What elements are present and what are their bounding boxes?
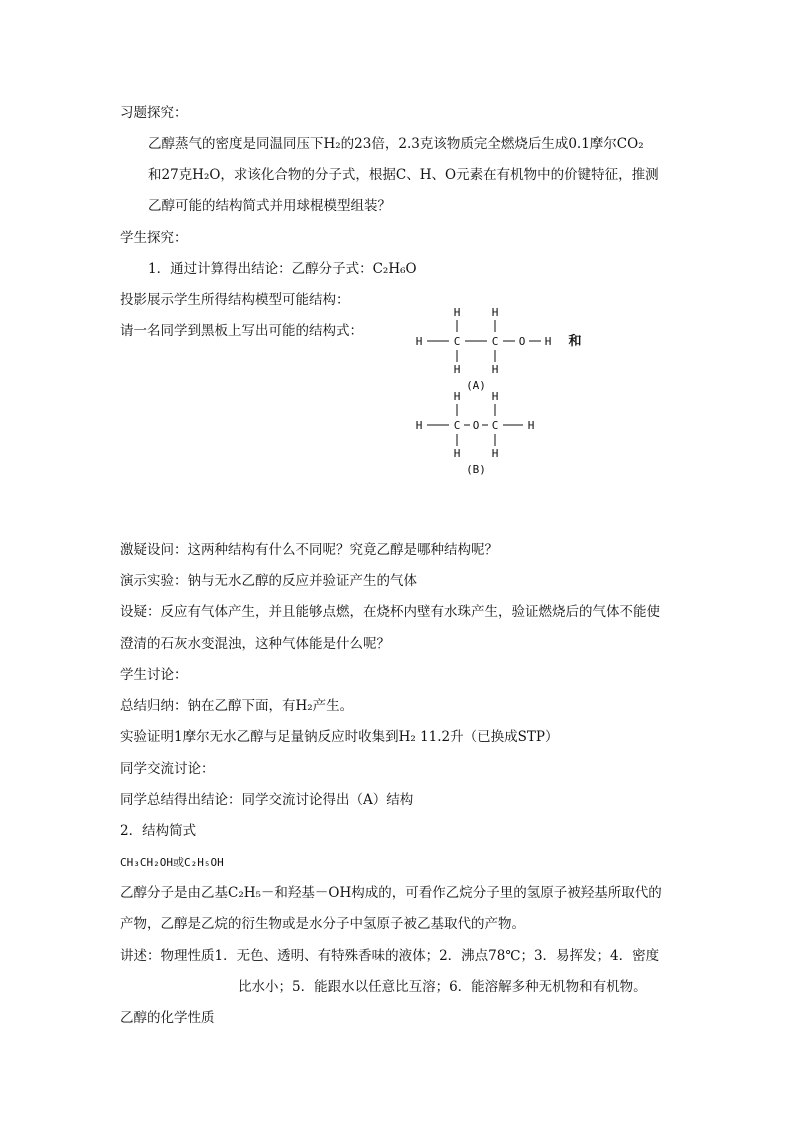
paragraph-line: 同学总结得出结论：同学交流讨论得出（A）结构 <box>120 792 414 808</box>
atom-o: O <box>518 335 526 348</box>
paragraph-line: 澄清的石灰水变混浊，这种气体能是什么呢？ <box>120 636 390 652</box>
paragraph-line: 实验证明1摩尔无水乙醇与足量钠反应时收集到H₂ 11.2升（已换成STP） <box>120 729 559 745</box>
atom-c: C <box>453 335 461 348</box>
paragraph-line: 总结归纳：钠在乙醇下面，有H₂产生。 <box>120 698 354 714</box>
paragraph-line: 乙醇可能的结构简式并用球棍模型组装？ <box>148 198 391 214</box>
section-heading-chemistry: 乙醇的化学性质 <box>120 1010 215 1026</box>
paragraph-line: 投影展示学生所得结构模型可能结构： <box>120 292 350 308</box>
atom-c: C <box>453 419 461 432</box>
atom-h: H <box>491 306 499 319</box>
paragraph-line: 比水小；5．能跟水以任意比互溶；6．能溶解多种无机物和有机物。 <box>238 979 647 995</box>
atom-h: H <box>415 419 423 432</box>
section-heading-student: 学生探究： <box>120 230 188 246</box>
paragraph-line: 1．通过计算得出结论：乙醇分子式：C₂H₆O <box>148 261 417 277</box>
section-heading-discussion: 学生讨论： <box>120 667 188 683</box>
paragraph-line: 和27克H₂O，求该化合物的分子式，根据C、H、O元素在有机物中的价键特征，推测 <box>148 167 659 183</box>
atom-h: H <box>544 335 552 348</box>
paragraph-line: 演示实验：钠与无水乙醇的反应并验证产生的气体 <box>120 573 417 589</box>
atom-c: C <box>491 335 499 348</box>
structure-label-b: (B) <box>466 463 486 476</box>
formula-line: CH₃CH₂OH或C₂H₅OH <box>120 856 224 869</box>
paragraph-line: 讲述：物理性质1．无色、透明、有特殊香味的液体；2．沸点78℃；3．易挥发；4．密度 <box>120 948 660 964</box>
section-heading-structure: 2．结构简式 <box>120 823 197 839</box>
atom-c: C <box>491 419 499 432</box>
section-heading-exercise: 习题探究： <box>120 105 188 121</box>
atom-h: H <box>527 419 535 432</box>
atom-h: H <box>415 335 423 348</box>
atom-h: H <box>453 447 461 460</box>
paragraph-line: 同学交流讨论： <box>120 761 215 777</box>
paragraph-line: 产物，乙醇是乙烷的衍生物或是水分子中氢原子被乙基取代的产物。 <box>120 916 525 932</box>
atom-h: H <box>453 363 461 376</box>
paragraph-line: 乙醇蒸气的密度是同温同压下H₂的23倍，2.3克该物质完全燃烧后生成0.1摩尔CO₂ <box>148 136 644 152</box>
paragraph-line: 设疑：反应有气体产生，并且能够点燃，在烧杯内壁有水珠产生，验证燃烧后的气体不能使 <box>120 604 660 620</box>
structure-label-a: (A) <box>466 379 486 392</box>
structural-formula-a <box>405 300 605 395</box>
structural-formula-b <box>405 384 605 479</box>
and-word: 和 <box>568 334 582 349</box>
paragraph-line: 激疑设问：这两种结构有什么不同呢？究竟乙醇是哪种结构呢？ <box>120 542 498 558</box>
atom-o: O <box>472 419 480 432</box>
atom-h: H <box>453 390 461 403</box>
atom-h: H <box>491 447 499 460</box>
paragraph-line: 请一名同学到黑板上写出可能的结构式： <box>120 323 363 339</box>
atom-h: H <box>453 306 461 319</box>
paragraph-line: 乙醇分子是由乙基C₂H₅－和羟基－OH构成的，可看作乙烷分子里的氢原子被羟基所取代的 <box>120 885 662 901</box>
atom-h: H <box>491 390 499 403</box>
atom-h: H <box>491 363 499 376</box>
